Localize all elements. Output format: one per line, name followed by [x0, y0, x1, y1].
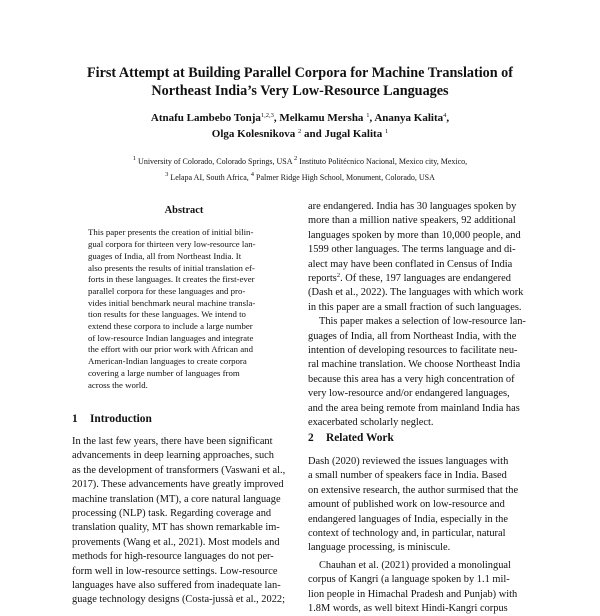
author-affil-marker: 1,2,3: [260, 112, 274, 119]
text-line: Chauhan et al. (2021) provided a monolingual: [319, 559, 511, 571]
text-line: are endangered. India has 30 languages spoken by: [308, 201, 517, 212]
abstract-line: parallel corpora for these languages and pro-: [88, 285, 246, 296]
affiliation: University of Colorado, Colorado Springs, USA: [138, 157, 293, 166]
text-line: as the development of transformers (Vaswani et al.,: [72, 464, 286, 476]
text-line: languages have also suffered from inadequate lan-: [72, 580, 281, 592]
abstract-line: covering a large number of languages from: [88, 367, 240, 378]
author-list: [40, 110, 560, 142]
text-line: alect may have been conflated in Census of India: [308, 258, 513, 270]
affiliation: Palmer Ridge High School, Monument, Colorado, USA: [256, 173, 435, 182]
text-line: and the area being remote from mainland India has: [308, 402, 520, 414]
section-number: 2: [308, 432, 314, 444]
abstract-line: across the world.: [88, 379, 148, 390]
text-line: Dash (2020) reviewed the issues languages with: [308, 456, 509, 467]
text-line: provements (Wang et al., 2021). Most models and: [72, 536, 280, 548]
author-name: Atnafu Lambebo Tonja: [150, 112, 261, 124]
text-line: guages of India, all from Northeast India, with the: [308, 330, 517, 342]
affiliation: Lelapa AI, South Africa,: [170, 173, 249, 182]
text-line: in this paper are a small fraction of such languages.: [308, 301, 522, 313]
abstract-line: vides initial benchmark neural machine transla-: [88, 297, 256, 308]
author-name: Ananya Kalita: [374, 112, 444, 124]
text-line: exacerbated scholarly neglect.: [308, 417, 434, 429]
text-line: language processing, is miniscule.: [308, 542, 451, 554]
related-work-body: [308, 455, 534, 616]
affiliation: Instituto Politécnico Nacional, Mexico city, Mexico,: [299, 157, 468, 166]
text-line: form well in low-resource settings. Low-resource: [72, 565, 278, 577]
text-line: 2017). These advancements have greatly improved: [72, 479, 284, 491]
author-affil-marker: 1: [366, 112, 370, 119]
text-line: This paper makes a selection of low-resource lan-: [319, 316, 526, 328]
section-number: 1: [72, 413, 78, 425]
abstract-heading: Abstract: [164, 205, 204, 216]
abstract-line: of low-resource Indian languages and integrate: [88, 332, 254, 343]
section-heading-related-work: [308, 432, 394, 444]
text-line: machine translation (MT), a core natural language: [72, 493, 281, 505]
left-column: [72, 200, 296, 391]
abstract-line: forts in these languages. It creates the first-ever: [88, 274, 255, 285]
right-column: [308, 200, 534, 431]
title-line: First Attempt at Building Parallel Corpora for Machine Translation of: [87, 65, 513, 81]
abstract-body: [88, 227, 280, 391]
author-affil-marker: 2: [297, 128, 302, 135]
footnote-marker[interactable]: 2: [336, 272, 341, 280]
text-line: context of technology and, in particular, natural: [308, 528, 506, 540]
text-line: reports$^2$. Of these, 197 languages are endangered: [308, 272, 511, 285]
text-line: guage technology designs (Costa-jussà et al., 2022;: [72, 594, 285, 606]
text-line: In the last few years, there have been significant: [72, 436, 273, 447]
introduction-body: [72, 435, 296, 608]
text-line: methods for high-resource languages do not per-: [72, 551, 274, 563]
text-line: processing (NLP) task. Regarding coverage and: [72, 508, 272, 520]
text-line: translation quality, MT has shown remarkable im-: [72, 522, 280, 534]
affiliation-line: $^3$ Lelapa AI, South Africa, $^4$ Palmer Ridge High School, Monument, Colorado, USA: [165, 171, 435, 182]
text-line: intention of developing resources to facilitate neu-: [308, 345, 518, 357]
section-title: Related Work: [326, 432, 394, 444]
text-line: because this area has a very high concentration of: [308, 373, 515, 385]
text-line: ral machine translation. We choose Northeast India: [308, 359, 521, 371]
author-name: Melkamu Mersha: [279, 112, 364, 124]
author-name: Olga Kolesnikova: [211, 128, 296, 140]
author-line: Olga Kolesnikova $^2$ and Jugal Kalita $^1$: [211, 128, 389, 140]
section-title: Introduction: [90, 413, 152, 425]
abstract-line: also presents the results of initial translation ef-: [88, 262, 255, 273]
text-line: a small number of speakers face in India. Based: [308, 470, 507, 482]
title-line: Northeast India’s Very Low-Resource Languages: [151, 83, 449, 99]
text-line: 1.8M words, as well bitext Hindi-Kangri corpus: [308, 603, 508, 615]
abstract-line: extend these corpora to include a large number: [88, 321, 253, 332]
abstract-line: American-Indian languages to create corpora: [88, 356, 247, 367]
text-line: more than a million native speakers, 92 additional: [308, 215, 516, 227]
abstract-line: guages of India, all from Northeast India. It: [88, 250, 242, 261]
author-affil-marker: 1: [384, 128, 389, 135]
text-line: endangered languages of India, especially in the: [308, 513, 508, 525]
author-line: Atnafu Lambebo Tonja$^{1,2,3}$, Melkamu Mersha $^1$, Ananya Kalita$^4$,: [150, 112, 450, 124]
text-line: 1599 other languages. The terms language and di-: [308, 244, 516, 256]
affiliations: [40, 154, 560, 186]
abstract-line: the effort with our prior work with African and: [88, 344, 253, 355]
text-line: lion people in Himachal Pradesh and Punjab) with: [308, 588, 518, 600]
paper-title: [40, 64, 560, 100]
text-line: (Dash et al., 2022). The languages with which work: [308, 287, 524, 299]
affiliation-line: $^1$ University of Colorado, Colorado Springs, USA $^2$ Instituto Politécnico Nacional, Mexico city, Mexico,: [132, 155, 468, 166]
text-line: languages spoken by more than 10,000 people, and: [308, 229, 521, 241]
text-line: corpus of Kangri (a language spoken by 1.1 mil-: [308, 574, 510, 586]
author-name: Jugal Kalita: [324, 128, 383, 140]
text-line: very low-resource and/or endangered languages,: [308, 388, 510, 400]
abstract-line: gual corpora for thirteen very low-resource lan-: [88, 239, 256, 250]
section-heading-introduction: [72, 413, 152, 425]
author-affil-marker: 4: [443, 112, 447, 119]
text-line: advancements in deep learning approaches, such: [72, 450, 274, 462]
text-line: amount of published work on low-resource and: [308, 499, 505, 511]
abstract-line: tion results for these languages. We intend to: [88, 309, 246, 320]
abstract-line: This paper presents the creation of initial bilin-: [88, 227, 254, 238]
text-line: on extensive research, the author surmised that the: [308, 484, 519, 496]
